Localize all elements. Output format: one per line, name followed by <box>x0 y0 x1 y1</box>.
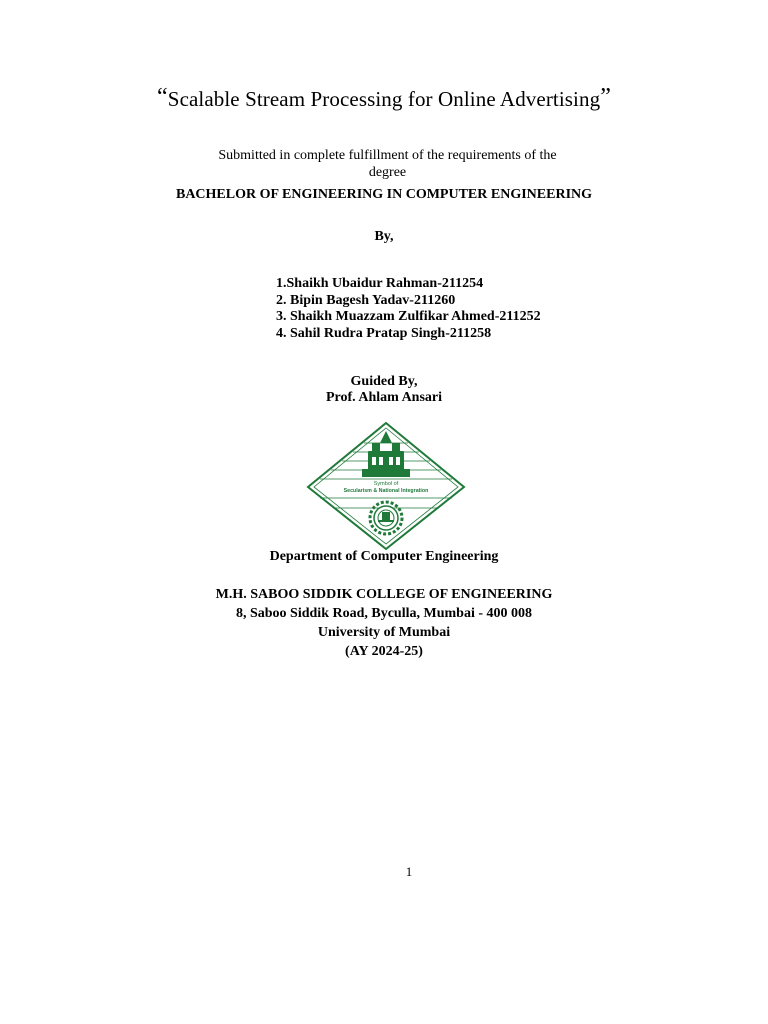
academic-year: (AY 2024-25) <box>345 644 423 659</box>
author-item: 4. Sahil Rudra Pratap Singh-211258 <box>276 325 492 341</box>
author-item: 1.Shaikh Ubaidur Rahman-211254 <box>276 276 484 291</box>
emblem-text-line-1: Symbol of <box>373 481 399 487</box>
guided-by-label: Guided By, <box>350 374 418 389</box>
gear-seal-icon <box>370 502 402 534</box>
emblem-text-line-2: Secularism & National Integration <box>343 488 429 494</box>
author-list <box>276 276 541 342</box>
by-label: By, <box>374 229 394 244</box>
degree-name: BACHELOR OF ENGINEERING IN COMPUTER ENGINEERING <box>175 187 593 202</box>
university-name: University of Mumbai <box>317 625 451 640</box>
guide-name: Prof. Ahlam Ansari <box>325 390 443 405</box>
college-address: 8, Saboo Siddik Road, Byculla, Mumbai - 400 008 <box>235 606 532 621</box>
report-title-text: Scalable Stream Processing for Online Advertising <box>167 87 601 111</box>
college-emblem-icon <box>306 421 466 551</box>
title-open-quote: “ <box>157 84 168 110</box>
submission-statement: Submitted in complete fulfillment of the requirements of the degree <box>218 148 557 180</box>
report-title <box>0 86 768 113</box>
page-number: 1 <box>405 864 413 879</box>
author-item: 2. Bipin Bagesh Yadav-211260 <box>276 292 456 308</box>
college-name: M.H. SABOO SIDDIK COLLEGE OF ENGINEERING <box>215 587 553 602</box>
author-item: 3. Shaikh Muazzam Zulfikar Ahmed-211252 <box>276 309 541 324</box>
department-name: Department of Computer Engineering <box>269 549 499 564</box>
title-close-quote: ” <box>600 84 611 110</box>
